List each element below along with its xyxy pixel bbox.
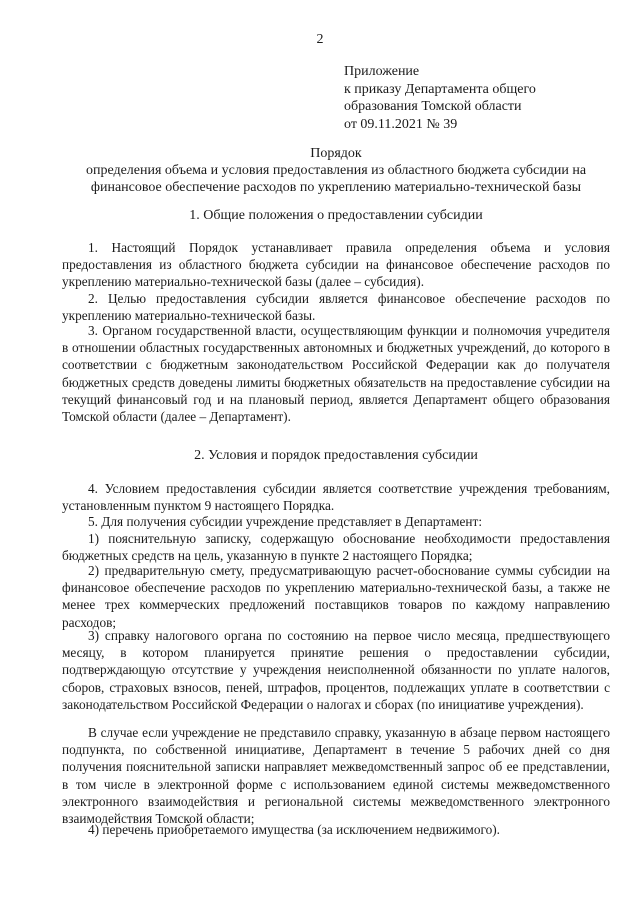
section-2-heading: 2. Условия и порядок предоставления субсидии: [194, 448, 478, 463]
title-line: финансовое обеспечение расходов по укреплению материально-технической базы: [90, 180, 582, 195]
list-item-1: 1) пояснительную записку, содержащую обоснование необходимости предоставления бюджетных средств на цель, указанную в пункте 2 настоящего Порядка;: [62, 531, 610, 564]
paragraph-5: 5. Для получения субсидии учреждение представляет в Департамент:: [88, 514, 483, 529]
paragraph-3: 3. Органом государственной власти, осуществляющим функции и полномочия учредителя в отношении областных государственных автономных и бюджетных учреждений, до которого в соответствии с бюджетным законодательством Российской Федерации как до получателя бюджетных средств доведены лимиты бюджетных обязательств на предоставление субсидии на текущий финансовый год и на плановый период, является Департамент общего образования Томской области (далее – Департамент).: [62, 323, 610, 425]
case-paragraph: В случае если учреждение не представило справку, указанную в абзаце первом настоящего подпункта, по собственной инициативе, Департамент в течение 5 рабочих дней со дня получения пояснительной записки направляет межведомственный запрос об ее представлении, в том числе в электронной форме с использованием единой системы межведомственного электронного взаимодействия и региональной системы межведомственного электронного взаимодействия Томской области;: [62, 725, 610, 827]
paragraph-2: 2. Целью предоставления субсидии является финансовое обеспечение расходов по укреплению материально-технической базы.: [62, 291, 610, 324]
paragraph-4: 4. Условием предоставления субсидии является соответствие учреждения требованиям, установленным пунктом 9 настоящего Порядка.: [62, 481, 610, 514]
title-line: Порядок: [310, 146, 362, 161]
appendix-line: от 09.11.2021 № 39: [344, 116, 458, 132]
appendix-line: к приказу Департамента общего: [344, 81, 536, 97]
document-title: [40, 145, 632, 196]
list-item-2: 2) предварительную смету, предусматривающую расчет-обоснование суммы субсидии на финансовое обеспечение расходов по укреплению материально-технической базы, а также не менее трех коммерческих предложений поставщиков товаров по каждому направлению расходов;: [62, 563, 610, 630]
paragraph-1: 1. Настоящий Порядок устанавливает правила определения объема и условия предоставления из областного бюджета субсидии на финансовое обеспечение расходов по укреплению материально-технической базы (далее – субсидия).: [62, 240, 610, 290]
appendix-line: образования Томской области: [344, 99, 522, 114]
list-item-4: 4) перечень приобретаемого имущества (за исключением недвижимого).: [88, 822, 501, 837]
appendix-line: Приложение: [344, 64, 420, 79]
title-line: определения объема и условия предоставления из областного бюджета субсидии на: [85, 163, 587, 178]
section-1-heading: 1. Общие положения о предоставлении субсидии: [189, 208, 483, 223]
list-item-3: 3) справку налогового органа по состоянию на первое число месяца, предшествующего месяцу, в котором планируется принятие решения о предоставлении субсидии, подтверждающую отсутствие у учреждения неисполненной обязанности по уплате налогов, сборов, страховых взносов, пеней, штрафов, процентов, подлежащих уплате в соответствии с законодательством Российской Федерации о налогах и сборах (по инициативе учреждения).: [62, 628, 610, 712]
page-number: 2: [316, 32, 324, 47]
appendix-block: [344, 63, 634, 133]
